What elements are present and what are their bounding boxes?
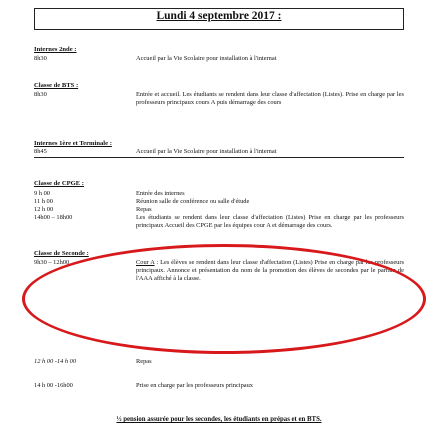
row-time: 8h45 xyxy=(34,148,47,155)
row-text: Repas xyxy=(136,358,152,365)
row-text: Les étudiants se rendent dans leur classe d'affectation (Listes) Prise en charge par les professeurs principaux Accueil des CPGE par les équipes cour A et démarrage des cours. xyxy=(136,214,404,229)
row-text: Repas xyxy=(136,206,152,213)
row-time: 8h30 xyxy=(34,55,47,62)
section-heading-cpge: Classe de CPGE : xyxy=(34,180,85,187)
footer-note: ½ pension assurée pour les secondes, les étudiants en prépas et en BTS. xyxy=(116,416,322,423)
row-text: Prise en charge par les professeurs principaux xyxy=(136,382,254,389)
section-heading-internes-1ere-terminale: Internes 1ère et Terminale : xyxy=(34,140,112,147)
row-text: Accueil par la Vie Scolaire pour installation à l'internat xyxy=(136,55,277,62)
row-time: 9h30 – 12h00 xyxy=(34,259,70,266)
section-heading-internes-2nde: Internes 2nde : xyxy=(34,46,77,53)
row-text: Accueil par la Vie Scolaire pour installation à l'internat xyxy=(136,148,277,155)
cour-text: : Les élèves se rendent dans leur classe d'affectation (Listes) Prise en charge par les professeurs principaux. Annonce et présentation du nom de la promotion des élèves de secondes par le parrain de l'AAA affiché à la classe. xyxy=(136,259,404,282)
row-time: 9 h 00 xyxy=(34,190,50,197)
row-time: 8h30 xyxy=(34,91,47,98)
row-text: Entrée des internes xyxy=(136,190,185,197)
red-highlight-circle xyxy=(22,244,426,354)
section-underline xyxy=(34,157,404,158)
row-time: 11 h 00 xyxy=(34,198,53,205)
row-time: 12 h 00 xyxy=(34,206,54,213)
cour-label: Cour A xyxy=(136,259,155,266)
row-time: 12 h 00 -14 h 00 xyxy=(34,358,77,365)
section-heading-bts: Classe de BTS : xyxy=(34,82,79,89)
row-time: 14h00 – 18h00 xyxy=(34,214,73,221)
row-time: 14 h 00 -16h00 xyxy=(34,382,73,389)
row-text: Entrée et accueil. Les étudiants se rendent dans leur classe d'affectation (Listes). Prise en charge par les professeurs principaux cours A puis démarrage des cours xyxy=(136,91,404,106)
page-title: Lundi 4 septembre 2017 : xyxy=(156,10,282,22)
section-heading-seconde: Classe de Seconde : xyxy=(34,250,89,257)
row-text: Réunion salle de conférence ou salle d'étude xyxy=(136,198,250,205)
